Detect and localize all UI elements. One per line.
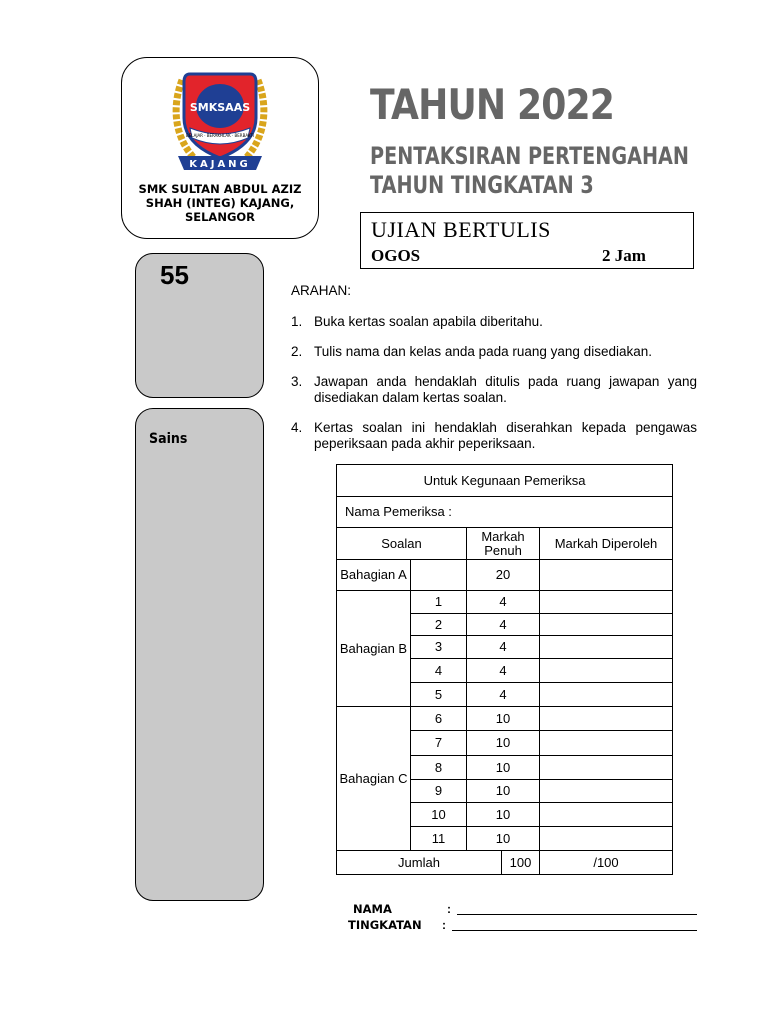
marks-obtained-cell [540, 591, 673, 614]
marks-obtained-cell [540, 614, 673, 636]
subtitle-line-1: PENTAKSIRAN PERTENGAHAN [370, 142, 689, 170]
exam-month: OGOS [371, 246, 421, 265]
name-line[interactable] [457, 914, 697, 915]
marks-obtained-cell [540, 560, 673, 591]
year-title: TAHUN 2022 [370, 80, 615, 129]
marks-obtained-cell [540, 636, 673, 659]
examiner-name-row: Nama Pemeriksa : [337, 497, 673, 528]
instructions-heading: ARAHAN: [291, 283, 352, 298]
marks-obtained-cell [540, 683, 673, 707]
examiner-marks-table [336, 464, 673, 875]
instruction-item: 1. Buka kertas soalan apabila diberitahu. [291, 314, 543, 329]
table-row: 10 10 [337, 803, 673, 827]
instruction-item: 2. Tulis nama dan kelas anda pada ruang yang disediakan. [291, 344, 652, 359]
section-c-label: Bahagian C [337, 707, 411, 851]
exam-duration: 2 Jam [602, 246, 646, 265]
table-row: Bahagian B 1 4 [337, 591, 673, 614]
header-full-marks: Markah Penuh [467, 528, 540, 560]
table-row: 3 4 [337, 636, 673, 659]
table-title-row: Untuk Kegunaan Pemeriksa [337, 465, 673, 497]
section-a-label: Bahagian A [337, 560, 411, 591]
svg-text:BELAJAR · BERAKHLAK · BERBAKTI: BELAJAR · BERAKHLAK · BERBAKTI [186, 133, 254, 138]
table-row: 8 10 [337, 756, 673, 780]
subject-name: Sains [149, 431, 188, 447]
table-row: Bahagian C 6 10 [337, 707, 673, 731]
total-obtained: /100 [540, 851, 673, 875]
subject-panel [135, 408, 264, 901]
table-row: 11 10 [337, 827, 673, 851]
name-label: NAMA [353, 902, 392, 916]
instruction-item: 4. Kertas soalan ini hendaklah diserahkan kepada pengawas peperiksaan pada akhir peperiksaan. [291, 420, 697, 451]
table-total-row [337, 851, 673, 875]
name-colon: : [447, 902, 451, 916]
header-obtained: Markah Diperoleh [540, 528, 673, 560]
table-row: 7 10 [337, 731, 673, 756]
paper-code-panel [135, 253, 264, 398]
class-colon: : [442, 918, 446, 932]
exam-type: UJIAN BERTULIS [371, 217, 551, 242]
table-row: Bahagian A 20 [337, 560, 673, 591]
marks-obtained-cell [540, 803, 673, 827]
marks-obtained-cell [540, 756, 673, 780]
school-name: SMK SULTAN ABDUL AZIZ SHAH (INTEG) KAJANG, SELANGOR [138, 182, 302, 224]
paper-code: 55 [160, 260, 189, 290]
table-row: 4 4 [337, 659, 673, 683]
header-question: Soalan [337, 528, 467, 560]
table-header-row [337, 528, 673, 560]
marks-obtained-cell [540, 659, 673, 683]
marks-obtained-cell [540, 827, 673, 851]
school-crest-icon [168, 66, 272, 178]
table-row: 9 10 [337, 780, 673, 803]
school-logo-box [121, 57, 319, 239]
marks-obtained-cell [540, 731, 673, 756]
table-row: 5 4 [337, 683, 673, 707]
svg-text:SMKSAAS: SMKSAAS [189, 101, 251, 114]
total-full-marks: 100 [502, 851, 540, 875]
marks-obtained-cell [540, 780, 673, 803]
table-row: 2 4 [337, 614, 673, 636]
instructions-list [291, 314, 697, 466]
total-label: Jumlah [337, 851, 502, 875]
marks-obtained-cell [540, 707, 673, 731]
exam-info-box [360, 212, 694, 269]
section-b-label: Bahagian B [337, 591, 411, 707]
exam-subtitle [370, 142, 689, 200]
class-label: TINGKATAN [348, 918, 422, 932]
svg-text:KAJANG: KAJANG [189, 159, 251, 170]
instruction-item: 3. Jawapan anda hendaklah ditulis pada ruang jawapan yang disediakan dalam kertas soalan. [291, 374, 697, 405]
subtitle-line-2: TAHUN TINGKATAN 3 [370, 171, 594, 199]
class-line[interactable] [452, 930, 697, 931]
